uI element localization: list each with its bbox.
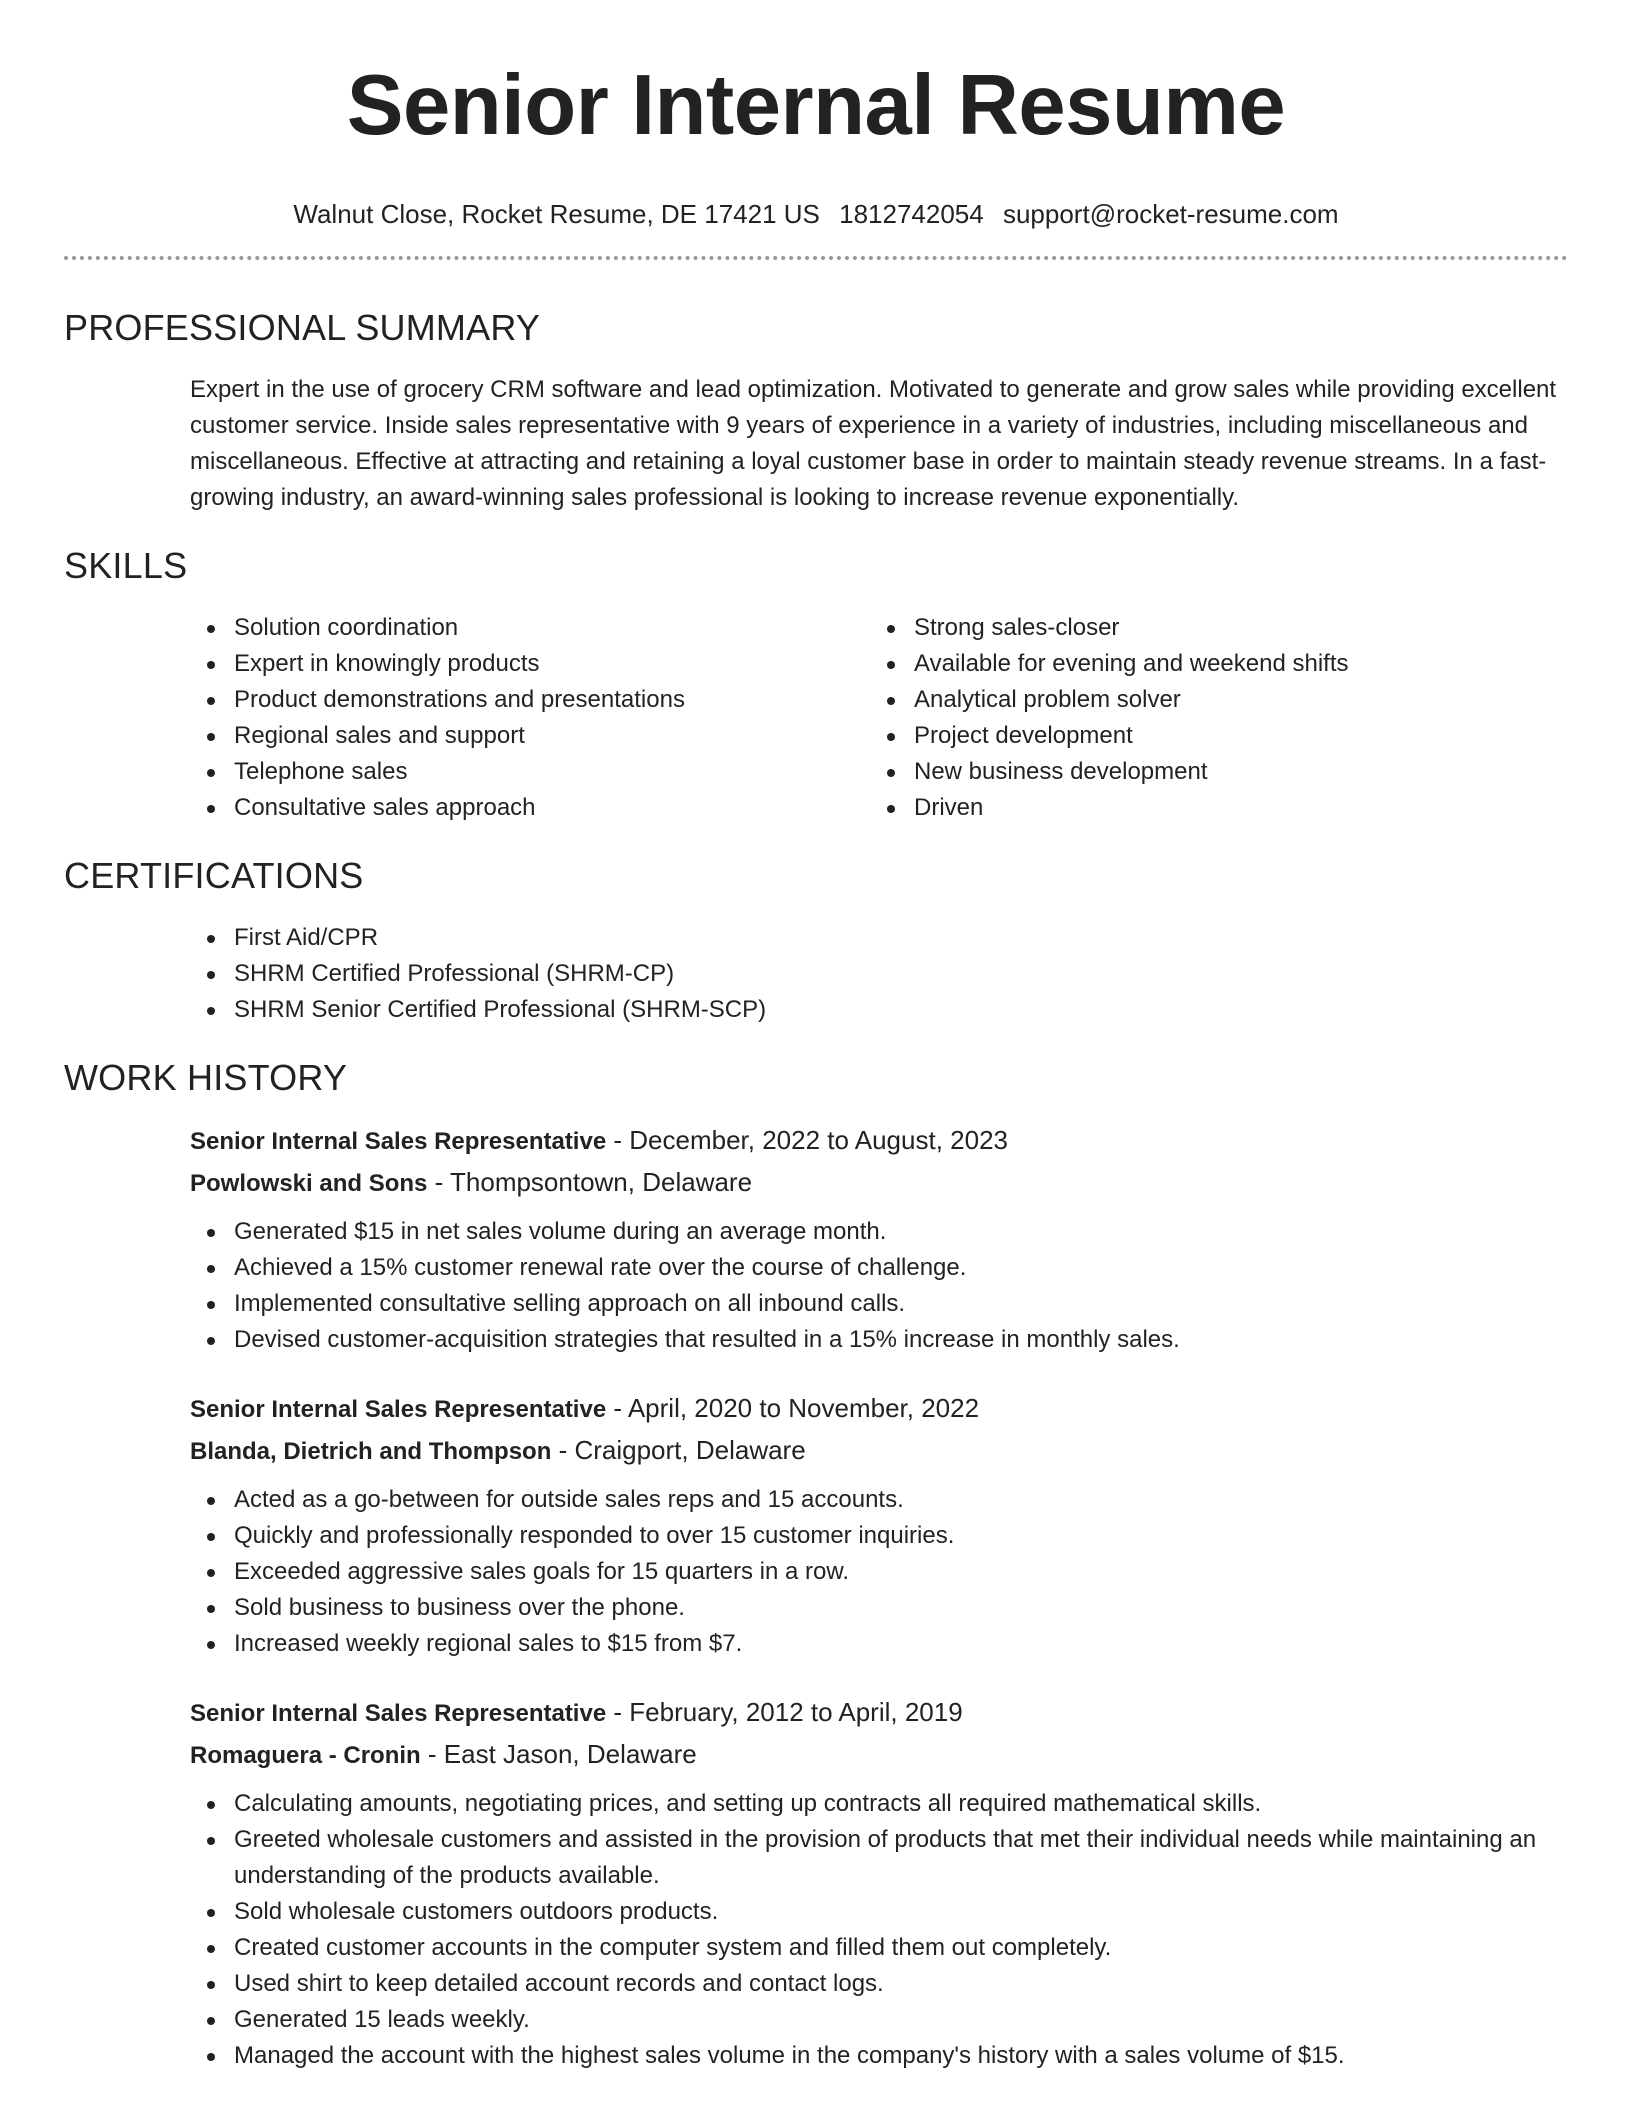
skill-item: New business development <box>870 754 1550 790</box>
skill-item: Strong sales-closer <box>870 610 1550 646</box>
job-bullets <box>190 1786 1568 2074</box>
job-company-line <box>190 1430 1568 1472</box>
job-role: Senior Internal Sales Representative <box>190 1700 607 1727</box>
job-company: Blanda, Dietrich and Thompson <box>190 1438 552 1465</box>
certifications-section <box>64 854 1568 1028</box>
skill-item: Available for evening and weekend shifts <box>870 646 1550 682</box>
section-title: PROFESSIONAL SUMMARY <box>64 307 541 348</box>
skill-item: Telephone sales <box>190 754 870 790</box>
job-bullet: Calculating amounts, negotiating prices, and setting up contracts all required mathematical skills. <box>190 1786 1568 1822</box>
skill-item: Driven <box>870 790 1550 826</box>
email: support@rocket-resume.com <box>1002 199 1339 229</box>
job-dates: - February, 2012 to April, 2019 <box>606 1697 963 1727</box>
job-bullets <box>190 1482 1568 1662</box>
job-dates: - December, 2022 to August, 2023 <box>606 1125 1008 1155</box>
phone: 1812742054 <box>839 199 984 229</box>
job-location: - East Jason, Delaware <box>420 1739 697 1769</box>
resume-name: Senior Internal Resume <box>346 58 1286 153</box>
job-title-line <box>190 1120 1568 1162</box>
job-bullet: Devised customer-acquisition strategies that resulted in a 15% increase in monthly sales. <box>190 1322 1568 1358</box>
job-title-line <box>190 1692 1568 1734</box>
skill-item: Analytical problem solver <box>870 682 1550 718</box>
job-bullet: Acted as a go-between for outside sales reps and 15 accounts. <box>190 1482 1568 1518</box>
job-bullet: Managed the account with the highest sales volume in the company's history with a sales volume of $15. <box>190 2038 1568 2074</box>
job-company: Romaguera - Cronin <box>190 1742 421 1769</box>
summary-text: Expert in the use of grocery CRM software and lead optimization. Motivated to generate and grow sales while providing excellent customer service. Inside sales representative with 9 years of experience in a variety of industries, including miscellaneous and miscellaneous. Effective at attracting and retaining a loyal customer base in order to maintain steady revenue streams. In a fast-growing industry, an award-winning sales professional is looking to increase revenue exponentially. <box>190 376 1557 511</box>
certification-item: First Aid/CPR <box>190 920 1568 956</box>
certifications-list <box>190 920 1568 1028</box>
section-title: WORK HISTORY <box>64 1057 348 1098</box>
job-bullet: Generated 15 leads weekly. <box>190 2002 1568 2038</box>
job-bullet: Increased weekly regional sales to $15 from $7. <box>190 1626 1568 1662</box>
professional-summary-section <box>64 306 1568 516</box>
section-title: SKILLS <box>64 545 188 586</box>
job-bullet: Achieved a 15% customer renewal rate over the course of challenge. <box>190 1250 1568 1286</box>
job-entry <box>190 1388 1568 1662</box>
job-title-line <box>190 1388 1568 1430</box>
job-bullet: Used shirt to keep detailed account records and contact logs. <box>190 1966 1568 2002</box>
header-divider <box>64 256 1568 260</box>
job-bullet: Implemented consultative selling approach on all inbound calls. <box>190 1286 1568 1322</box>
job-bullet: Created customer accounts in the computer system and filled them out completely. <box>190 1930 1568 1966</box>
job-location: - Craigport, Delaware <box>551 1435 806 1465</box>
skills-columns <box>190 610 1568 826</box>
skill-item: Product demonstrations and presentations <box>190 682 870 718</box>
job-role: Senior Internal Sales Representative <box>190 1396 607 1423</box>
job-bullet: Quickly and professionally responded to over 15 customer inquiries. <box>190 1518 1568 1554</box>
job-bullet: Generated $15 in net sales volume during an average month. <box>190 1214 1568 1250</box>
job-dates: - April, 2020 to November, 2022 <box>606 1393 980 1423</box>
job-company: Powlowski and Sons <box>190 1170 428 1197</box>
job-entry <box>190 1120 1568 1358</box>
certification-item: SHRM Senior Certified Professional (SHRM-SCP) <box>190 992 1568 1028</box>
job-company-line <box>190 1734 1568 1776</box>
skills-list-right <box>870 610 1550 826</box>
skill-item: Expert in knowingly products <box>190 646 870 682</box>
skills-section <box>64 544 1568 826</box>
skill-item: Project development <box>870 718 1550 754</box>
job-bullet: Exceeded aggressive sales goals for 15 quarters in a row. <box>190 1554 1568 1590</box>
certification-item: SHRM Certified Professional (SHRM-CP) <box>190 956 1568 992</box>
skills-list-left <box>190 610 870 826</box>
skill-item: Regional sales and support <box>190 718 870 754</box>
job-entry <box>190 1692 1568 2074</box>
section-title: CERTIFICATIONS <box>64 855 364 896</box>
job-bullet: Sold wholesale customers outdoors products. <box>190 1894 1568 1930</box>
job-bullet: Greeted wholesale customers and assisted in the provision of products that met their individual needs while maintaining an understanding of the products available. <box>190 1822 1568 1894</box>
work-history-section <box>64 1056 1568 2074</box>
job-bullets <box>190 1214 1568 1358</box>
job-role: Senior Internal Sales Representative <box>190 1128 607 1155</box>
contact-line <box>64 198 1568 230</box>
job-location: - Thompsontown, Delaware <box>427 1167 753 1197</box>
job-company-line <box>190 1162 1568 1204</box>
skill-item: Solution coordination <box>190 610 870 646</box>
address: Walnut Close, Rocket Resume, DE 17421 US <box>293 199 820 229</box>
skill-item: Consultative sales approach <box>190 790 870 826</box>
job-bullet: Sold business to business over the phone. <box>190 1590 1568 1626</box>
